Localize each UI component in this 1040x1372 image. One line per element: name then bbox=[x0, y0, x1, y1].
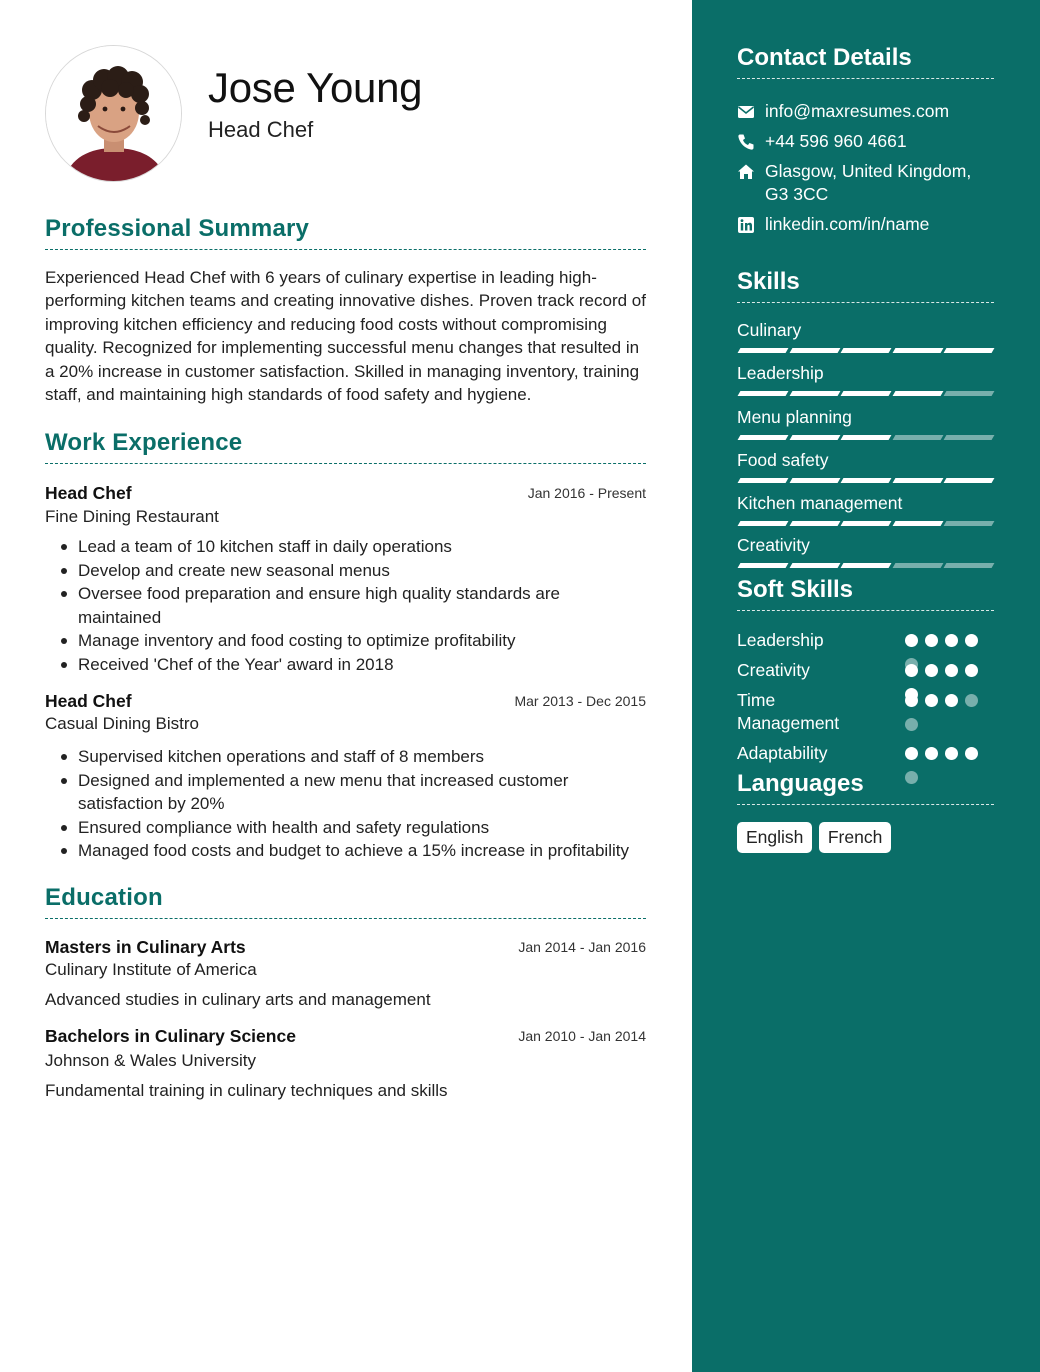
job-bullet: Received 'Chef of the Year' award in 2018 bbox=[78, 653, 638, 677]
contact-phone[interactable]: +44 596 960 4661 bbox=[765, 131, 907, 151]
soft-skill-dot bbox=[945, 747, 958, 760]
skill-name: Leadership bbox=[737, 363, 824, 383]
soft-skill-name: Adaptability bbox=[737, 743, 828, 763]
education-heading: Education bbox=[45, 884, 646, 919]
soft-skill-dot bbox=[905, 664, 918, 677]
soft-skill-dot bbox=[905, 718, 918, 731]
skill-level-segment bbox=[738, 391, 789, 396]
soft-skill-dot bbox=[965, 747, 978, 760]
soft-skill-dot bbox=[905, 634, 918, 647]
job-bullets bbox=[78, 745, 638, 863]
profile-photo bbox=[46, 46, 182, 182]
education-header bbox=[45, 1026, 646, 1047]
skill-level-segment bbox=[944, 391, 995, 396]
job-bullet: Designed and implemented a new menu that increased customer satisfaction by 20% bbox=[78, 769, 638, 816]
skill-level-segment bbox=[841, 521, 892, 526]
skill-level-segment bbox=[892, 563, 943, 568]
job-bullet: Manage inventory and food costing to optimize profitability bbox=[78, 629, 638, 653]
soft-skill-dot bbox=[965, 664, 978, 677]
skill-level-segment bbox=[738, 563, 789, 568]
summary-heading: Professional Summary bbox=[45, 215, 646, 250]
skill-row bbox=[737, 363, 994, 384]
skill-name: Culinary bbox=[737, 320, 802, 340]
skill-row bbox=[737, 320, 994, 341]
skill-level-segment bbox=[789, 478, 840, 483]
skill-level-segment bbox=[738, 478, 789, 483]
job-bullet: Lead a team of 10 kitchen staff in daily operations bbox=[78, 535, 638, 559]
skill-level-bar bbox=[737, 348, 994, 354]
avatar bbox=[45, 45, 182, 182]
skill-row bbox=[737, 535, 994, 556]
contact-linkedin[interactable]: linkedin.com/in/name bbox=[765, 214, 930, 234]
soft-skill-name: Time Management bbox=[737, 690, 840, 733]
skill-level-segment bbox=[892, 435, 943, 440]
soft-skill-name: Leadership bbox=[737, 630, 824, 650]
skill-level-segment bbox=[738, 435, 789, 440]
skill-level-segment bbox=[789, 563, 840, 568]
job-bullet: Supervised kitchen operations and staff of 8 members bbox=[78, 745, 638, 769]
job-role: Head Chef bbox=[45, 483, 132, 503]
soft-skills-heading: Soft Skills bbox=[737, 576, 994, 611]
skill-level-segment bbox=[892, 391, 943, 396]
soft-skill-dot bbox=[965, 694, 978, 707]
job-role: Head Chef bbox=[45, 691, 132, 711]
contact-address: Glasgow, United Kingdom, G3 3CC bbox=[765, 161, 972, 204]
summary-text: Experienced Head Chef with 6 years of culinary expertise in leading high-performing kitchen teams and creating innovative dishes. Proven track record of improving kitchen efficiency and reducing food costs without compromising quality. Recognized for implementing successful menu changes that resulted in a 20% increase in customer satisfaction. Skilled in managing inventory, training staff, and maintaining high standards of food safety and hygiene. bbox=[45, 268, 646, 405]
languages-heading: Languages bbox=[737, 770, 994, 805]
skill-level-segment bbox=[892, 478, 943, 483]
education-dates: Jan 2014 - Jan 2016 bbox=[518, 939, 646, 955]
skill-level-segment bbox=[789, 521, 840, 526]
education-school: Culinary Institute of America bbox=[45, 960, 257, 979]
skill-level-segment bbox=[841, 435, 892, 440]
skill-name: Creativity bbox=[737, 535, 810, 555]
candidate-name: Jose Young bbox=[208, 64, 423, 111]
skill-row bbox=[737, 493, 994, 514]
skill-level-segment bbox=[738, 521, 789, 526]
job-bullet: Ensured compliance with health and safety regulations bbox=[78, 816, 638, 840]
soft-skill-dot bbox=[945, 634, 958, 647]
candidate-title: Head Chef bbox=[208, 117, 314, 142]
education-header bbox=[45, 937, 646, 958]
education-description: Advanced studies in culinary arts and management bbox=[45, 990, 431, 1009]
skill-level-segment bbox=[841, 391, 892, 396]
skill-level-segment bbox=[944, 348, 995, 353]
skill-level-bar bbox=[737, 521, 994, 527]
skill-level-segment bbox=[789, 348, 840, 353]
language-tag: English bbox=[737, 822, 812, 853]
job-dates: Jan 2016 - Present bbox=[527, 485, 646, 501]
skill-level-bar bbox=[737, 563, 994, 569]
contact-email[interactable]: info@maxresumes.com bbox=[765, 101, 950, 121]
skill-level-segment bbox=[944, 435, 995, 440]
skill-level-segment bbox=[841, 348, 892, 353]
skill-level-segment bbox=[892, 521, 943, 526]
job-dates: Mar 2013 - Dec 2015 bbox=[514, 693, 646, 709]
soft-skill-dot bbox=[945, 694, 958, 707]
phone-icon bbox=[737, 133, 755, 151]
education-degree: Masters in Culinary Arts bbox=[45, 937, 246, 957]
education-school: Johnson & Wales University bbox=[45, 1051, 257, 1070]
skill-level-bar bbox=[737, 435, 994, 441]
soft-skill-dot bbox=[925, 694, 938, 707]
skill-level-segment bbox=[944, 478, 995, 483]
job-company: Fine Dining Restaurant bbox=[45, 507, 219, 526]
languages-list bbox=[737, 822, 893, 853]
soft-skill-dot bbox=[925, 634, 938, 647]
job-header bbox=[45, 691, 646, 712]
skill-level-segment bbox=[944, 521, 995, 526]
job-bullets bbox=[78, 535, 638, 677]
skill-level-segment bbox=[841, 478, 892, 483]
skills-heading: Skills bbox=[737, 268, 994, 303]
language-tag: French bbox=[819, 822, 891, 853]
linkedin-icon bbox=[737, 216, 755, 234]
skill-level-segment bbox=[789, 435, 840, 440]
soft-skill-dot bbox=[965, 634, 978, 647]
soft-skill-dot bbox=[925, 664, 938, 677]
experience-heading: Work Experience bbox=[45, 429, 646, 464]
resume-sidebar bbox=[692, 0, 1040, 1372]
skill-level-segment bbox=[944, 563, 995, 568]
skill-level-segment bbox=[892, 348, 943, 353]
skill-level-bar bbox=[737, 391, 994, 397]
job-bullet: Develop and create new seasonal menus bbox=[78, 559, 638, 583]
soft-skill-dot bbox=[945, 664, 958, 677]
job-header bbox=[45, 483, 646, 504]
contact-heading: Contact Details bbox=[737, 44, 994, 79]
skill-level-bar bbox=[737, 478, 994, 484]
job-bullet: Managed food costs and budget to achieve a 15% increase in profitability bbox=[78, 839, 638, 863]
skill-row bbox=[737, 450, 994, 471]
soft-skill-name: Creativity bbox=[737, 660, 810, 680]
skill-name: Food safety bbox=[737, 450, 829, 470]
skill-level-segment bbox=[789, 391, 840, 396]
education-dates: Jan 2010 - Jan 2014 bbox=[518, 1028, 646, 1044]
job-bullet: Oversee food preparation and ensure high quality standards are maintained bbox=[78, 582, 638, 629]
soft-skill-dot bbox=[905, 694, 918, 707]
soft-skill-dot bbox=[925, 747, 938, 760]
home-icon bbox=[737, 163, 755, 181]
skill-level-segment bbox=[738, 348, 789, 353]
education-degree: Bachelors in Culinary Science bbox=[45, 1026, 296, 1046]
skill-name: Kitchen management bbox=[737, 493, 903, 513]
soft-skill-dot bbox=[905, 747, 918, 760]
job-company: Casual Dining Bistro bbox=[45, 714, 200, 733]
skill-name: Menu planning bbox=[737, 407, 852, 427]
skill-level-segment bbox=[841, 563, 892, 568]
skill-row bbox=[737, 407, 994, 428]
education-description: Fundamental training in culinary techniques and skills bbox=[45, 1081, 448, 1100]
envelope-icon bbox=[737, 103, 755, 121]
